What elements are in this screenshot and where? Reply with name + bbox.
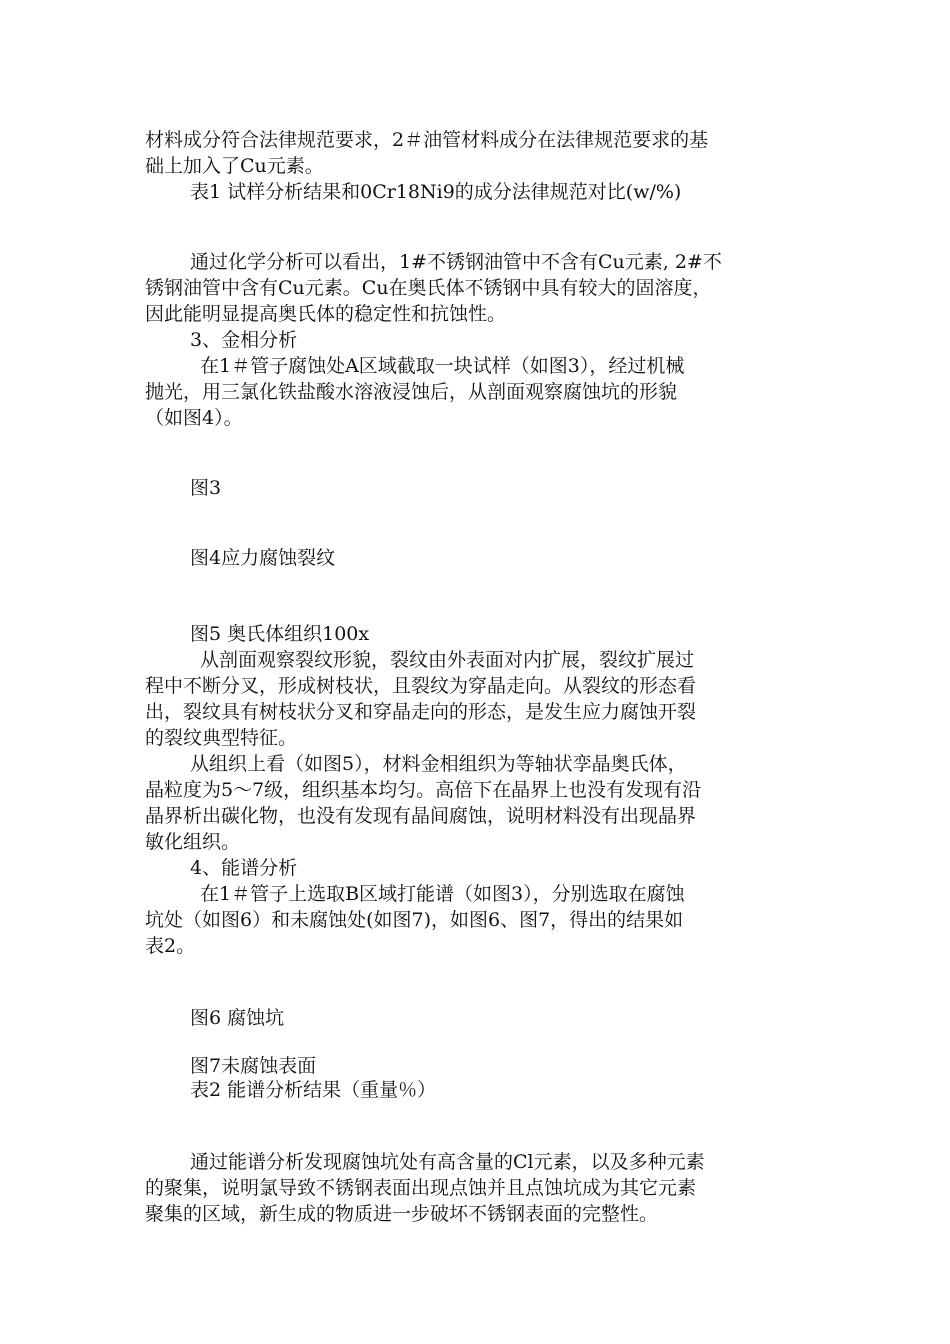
paragraph-line: 程中不断分叉，形成树枝状，且裂纹为穿晶走向。从裂纹的形态看 bbox=[145, 675, 697, 697]
figure-4-caption: 图4应力腐蚀裂纹 bbox=[190, 547, 336, 569]
paragraph-line: 表2。 bbox=[145, 935, 196, 957]
figure-6-caption: 图6 腐蚀坑 bbox=[190, 1007, 285, 1029]
paragraph-line: 晶粒度为5～7级，组织基本均匀。高倍下在晶界上也没有发现有沿 bbox=[145, 779, 702, 801]
figure-3-caption: 图3 bbox=[190, 477, 222, 499]
paragraph-line: 坑处（如图6）和未腐蚀处(如图7)，如图6、图7，得出的结果如 bbox=[145, 909, 684, 931]
paragraph-line: 的裂纹典型特征。 bbox=[145, 727, 298, 749]
paragraph-line: 在1＃管子上选取B区域打能谱（如图3），分别选取在腐蚀 bbox=[200, 883, 685, 905]
paragraph-line: 晶界析出碳化物，也没有发现有晶间腐蚀，说明材料没有出现晶界 bbox=[145, 805, 697, 827]
paragraph-line: 抛光，用三氯化铁盐酸水溶液浸蚀后，从剖面观察腐蚀坑的形貌 bbox=[145, 381, 678, 403]
paragraph-line: 的聚集，说明氯导致不锈钢表面出现点蚀并且点蚀坑成为其它元素 bbox=[145, 1177, 697, 1199]
paragraph-line: 敏化组织。 bbox=[145, 831, 241, 853]
table-1-caption: 表1 试样分析结果和0Cr18Ni9的成分法律规范对比(w/%) bbox=[190, 181, 682, 203]
paragraph-line: 从组织上看（如图5），材料金相组织为等轴状孪晶奥氏体， bbox=[190, 753, 687, 775]
section-heading-eds: 4、能谱分析 bbox=[190, 857, 298, 879]
paragraph-line: 聚集的区域，新生成的物质进一步破坏不锈钢表面的完整性。 bbox=[145, 1203, 659, 1225]
paragraph-line: 锈钢油管中含有Cu元素。Cu在奥氏体不锈钢中具有较大的固溶度， bbox=[145, 277, 712, 299]
paragraph-line: 材料成分符合法律规范要求，2＃油管材料成分在法律规范要求的基 bbox=[145, 129, 709, 151]
paragraph-line: 因此能明显提高奥氏体的稳定性和抗蚀性。 bbox=[145, 303, 507, 325]
paragraph-line: 出，裂纹具有树枝状分叉和穿晶走向的形态，是发生应力腐蚀开裂 bbox=[145, 701, 697, 723]
paragraph-line: 通过化学分析可以看出，1#不锈钢油管中不含有Cu元素, 2#不 bbox=[190, 251, 722, 273]
section-heading-metallography: 3、金相分析 bbox=[190, 329, 298, 351]
paragraph-line: 通过能谱分析发现腐蚀坑处有高含量的Cl元素，以及多种元素 bbox=[190, 1151, 705, 1173]
paragraph-line: 从剖面观察裂纹形貌，裂纹由外表面对内扩展，裂纹扩展过 bbox=[200, 649, 695, 671]
figure-5-caption: 图5 奥氏体组织100x bbox=[190, 623, 370, 645]
paragraph-line: （如图4）。 bbox=[145, 407, 243, 429]
table-2-caption: 表2 能谱分析结果（重量％） bbox=[190, 1079, 437, 1101]
paragraph-line: 础上加入了Cu元素。 bbox=[145, 155, 324, 177]
figure-7-caption: 图7未腐蚀表面 bbox=[190, 1055, 317, 1077]
paragraph-line: 在1＃管子腐蚀处A区域截取一块试样（如图3），经过机械 bbox=[200, 355, 685, 377]
